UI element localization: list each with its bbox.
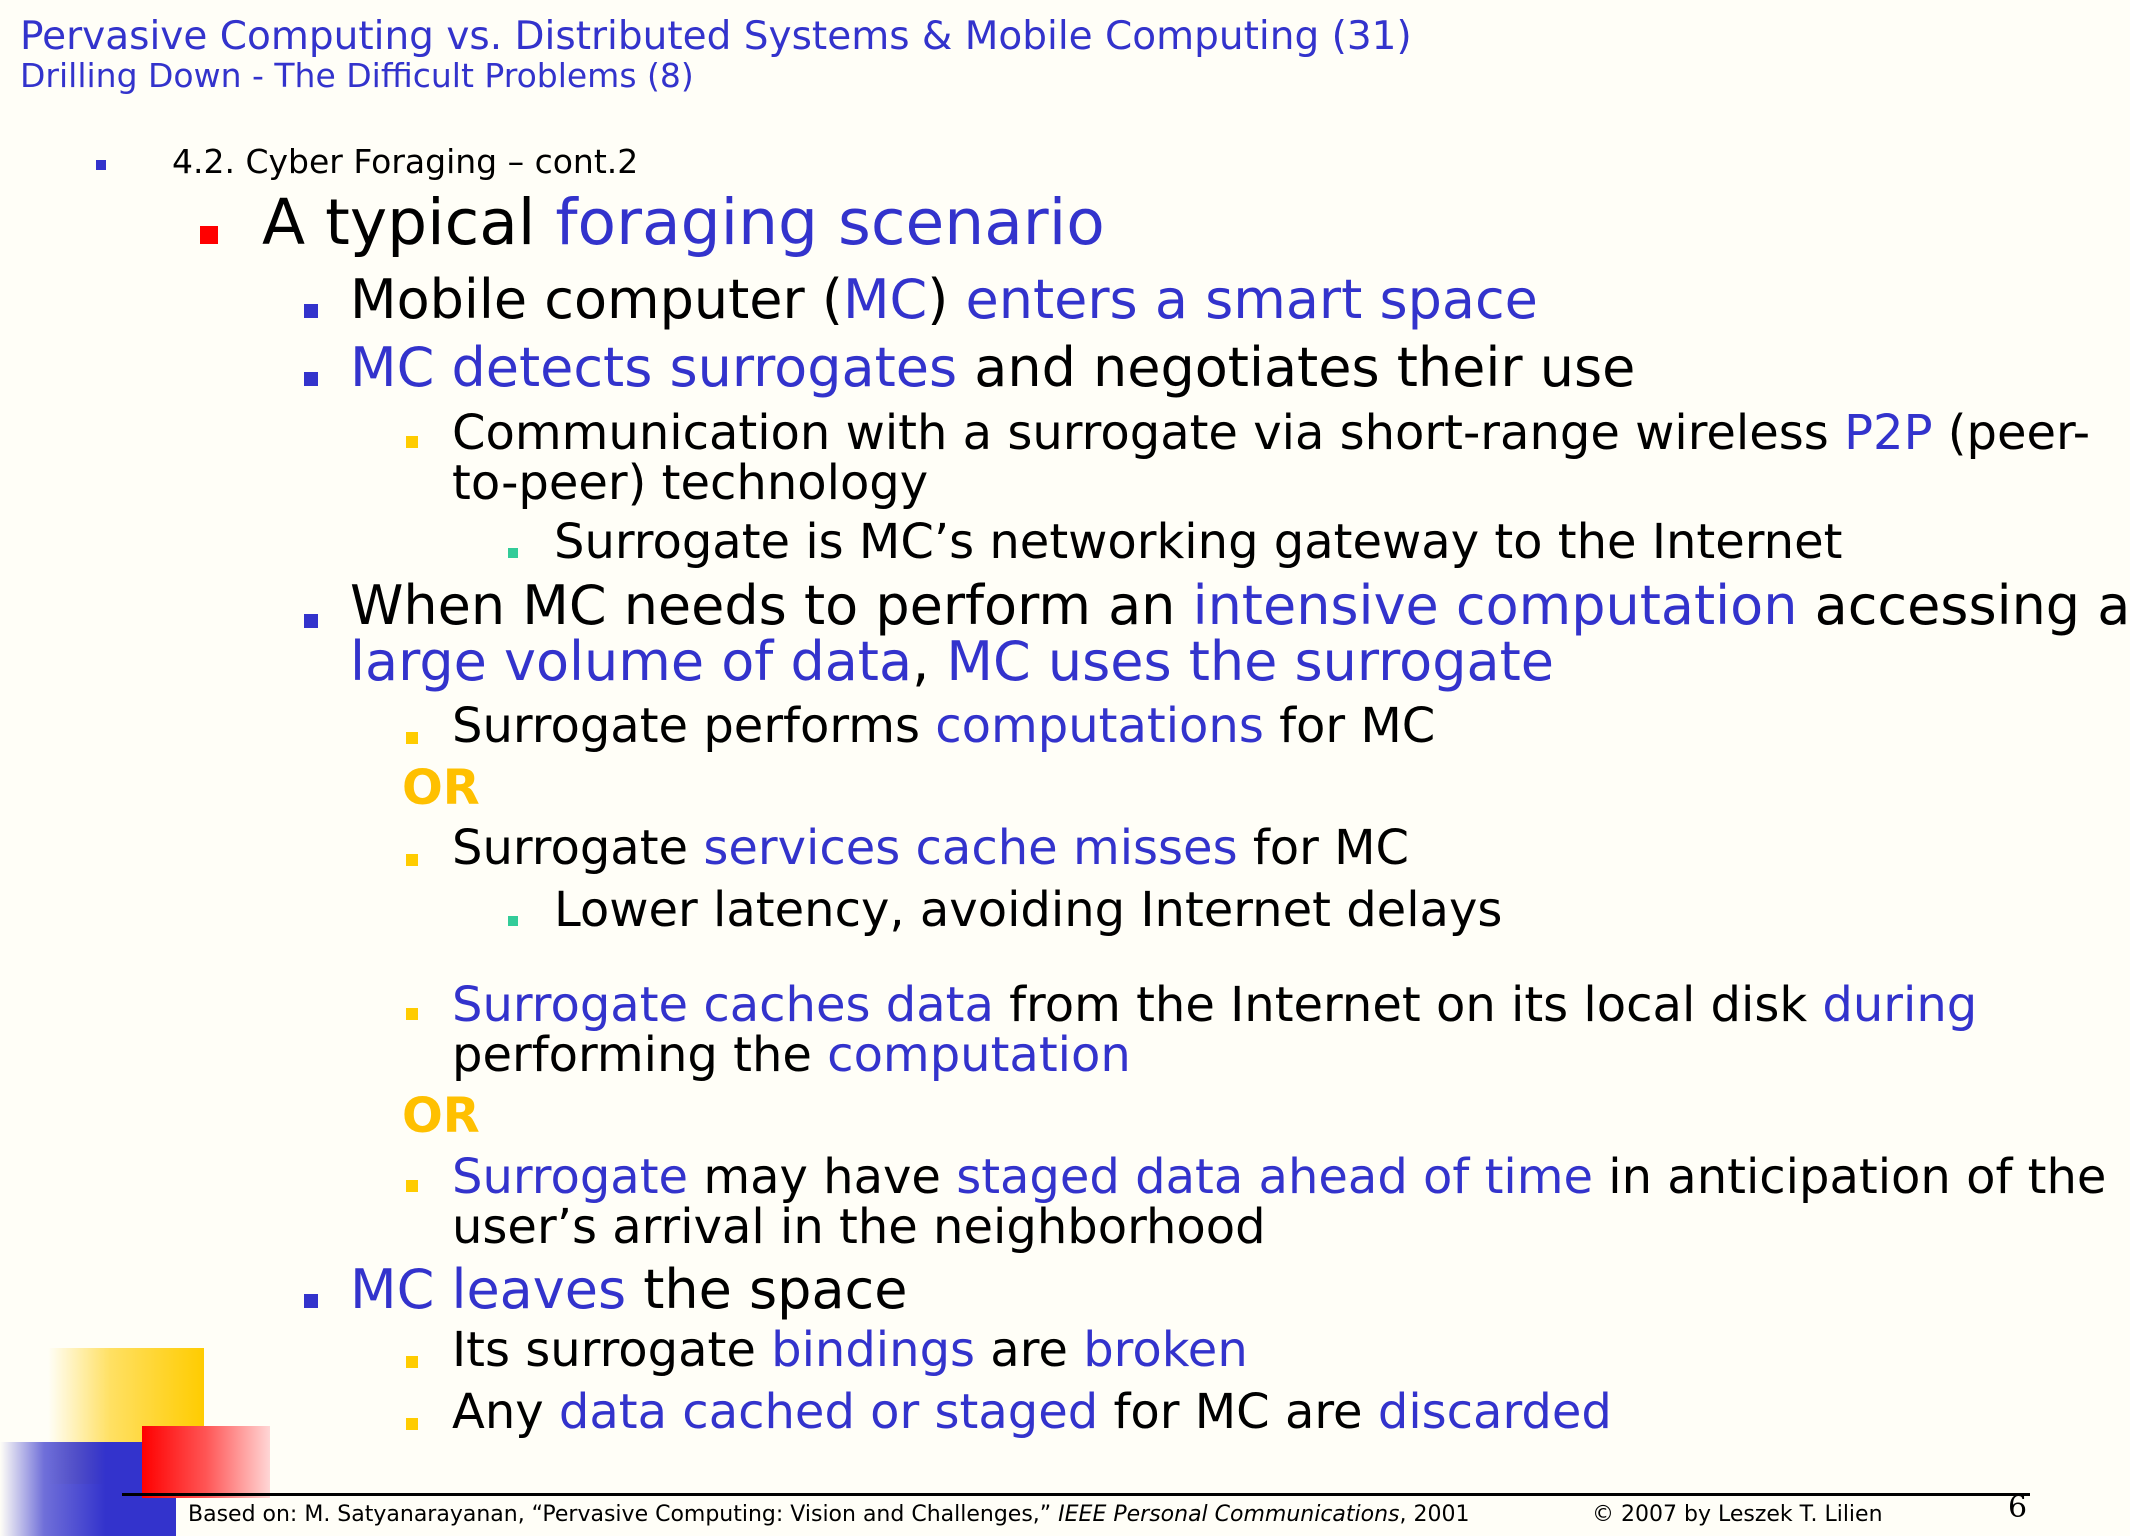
bullet-enters-smart-space: Mobile computer (MC) enters a smart space [350,268,1538,331]
square-bullet-icon [406,436,418,448]
footer-citation: Based on: M. Satyanarayanan, “Pervasive Computing: Vision and Challenges,” IEEE Personal Communications, 2001 [188,1502,1470,1527]
or-label: OR [402,760,480,816]
square-bullet-icon [406,732,418,744]
bullet-p2p-communication: Communication with a surrogate via short-range wireless P2P (peer- to-peer) technology [452,405,2091,511]
bullet-networking-gateway: Surrogate is MC’s networking gateway to the Internet [554,514,1843,570]
square-bullet-icon [406,1180,418,1192]
bullet-lower-latency: Lower latency, avoiding Internet delays [554,882,1503,938]
bullet-performs-computations: Surrogate performs computations for MC [452,698,1436,754]
square-bullet-icon [96,160,106,170]
slide-subtitle: Drilling Down - The Difficult Problems (8) [20,56,694,95]
square-bullet-icon [406,1418,418,1430]
bullet-cache-misses: Surrogate services cache misses for MC [452,820,1410,876]
bullet-bindings-broken: Its surrogate bindings are broken [452,1322,1248,1378]
footer-divider [122,1493,2030,1496]
slide-title: Pervasive Computing vs. Distributed Systems & Mobile Computing (31) [20,14,1412,59]
square-bullet-icon [508,916,518,926]
square-bullet-icon [304,372,318,386]
or-label: OR [402,1088,480,1144]
square-bullet-icon [406,1356,418,1368]
square-bullet-icon [304,1294,318,1308]
footer-copyright: © 2007 by Leszek T. Lilien [1592,1502,1883,1527]
section-label: 4.2. Cyber Foraging – cont.2 [172,142,639,181]
square-bullet-icon [304,614,318,628]
square-bullet-icon [508,548,518,558]
scenario-heading: A typical foraging scenario [262,186,1105,259]
square-bullet-icon [200,226,218,244]
bullet-staged-data: Surrogate may have staged data ahead of time in anticipation of the user’s arrival in the neighborhood [452,1149,2107,1255]
square-bullet-icon [304,304,318,318]
bullet-leaves-space: MC leaves the space [350,1258,908,1321]
square-bullet-icon [406,1008,418,1020]
bullet-intensive-computation: When MC needs to perform an intensive computation accessing a large volume of data, MC uses the surrogate [350,574,2130,693]
square-bullet-icon [406,854,418,866]
bullet-data-discarded: Any data cached or staged for MC are discarded [452,1384,1612,1440]
decorative-red-block [142,1426,270,1498]
page-number: 6 [2008,1490,2028,1525]
bullet-detects-surrogates: MC detects surrogates and negotiates their use [350,336,1636,399]
bullet-caches-data: Surrogate caches data from the Internet on its local disk during performing the computation [452,977,1978,1083]
